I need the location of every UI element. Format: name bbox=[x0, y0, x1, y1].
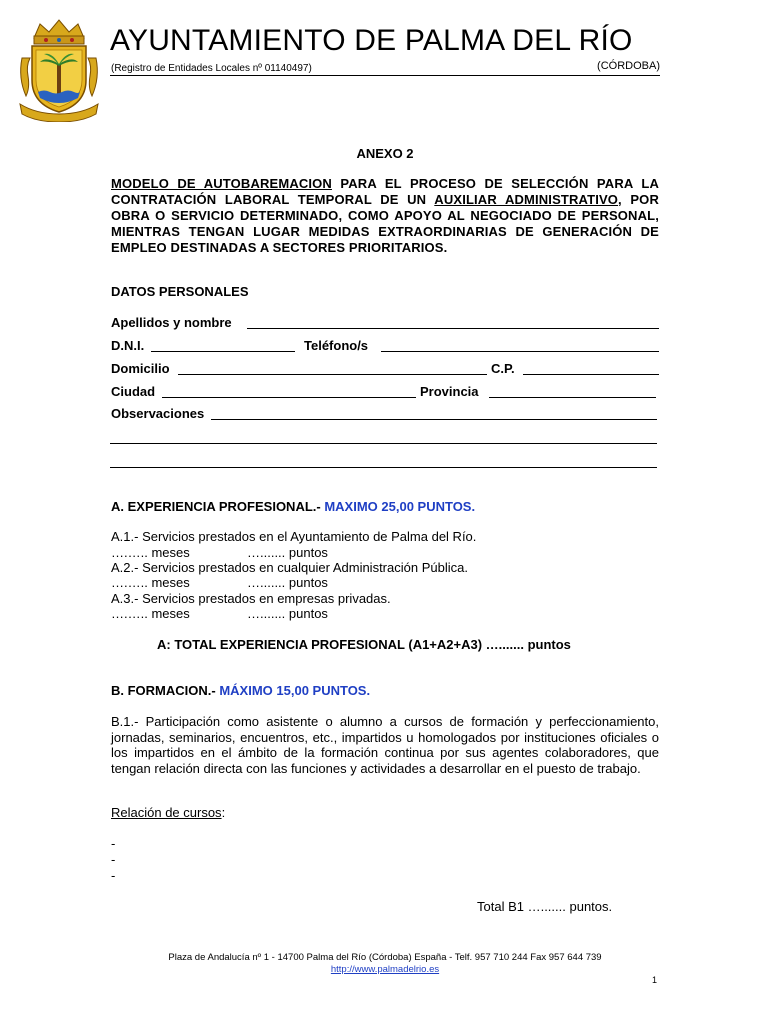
postcode-field[interactable] bbox=[523, 374, 659, 375]
a2-months: ….….. meses bbox=[111, 575, 190, 590]
province-field[interactable] bbox=[489, 397, 656, 398]
city-label: Ciudad bbox=[111, 384, 156, 399]
course-item-2: - bbox=[111, 852, 116, 867]
address-field[interactable] bbox=[178, 374, 487, 375]
coat-of-arms-icon bbox=[16, 18, 102, 122]
courses-label: Relación de cursos bbox=[111, 805, 222, 820]
training-title bbox=[111, 683, 370, 698]
a3-item: A.3.- Servicios prestados en empresas privadas. bbox=[111, 591, 391, 606]
a1-months: ….….. meses bbox=[111, 545, 190, 560]
heading-text-1: PARA EL PROCESO DE SELECCIÓN PARA LA CONTRATACIÓN LABORAL TEMPORAL DE UN bbox=[111, 176, 659, 207]
dni-label: D.N.I. bbox=[111, 338, 145, 353]
training-title-text: B. FORMACION.- bbox=[111, 683, 216, 698]
heading-text-2: , POR OBRA O SERVICIO DETERMINADO, COMO APOYO AL NEGOCIADO DE PERSONAL, MIENTRAS TENGAN LUGAR MEDIDAS EXTRAORDINARIAS DE GENERACIÓN DE EMPLEO DESTINADAS A SECTORES PRIORITARIOS. bbox=[111, 192, 659, 255]
experience-total: A: TOTAL EXPERIENCIA PROFESIONAL (A1+A2+A3) …....... puntos bbox=[157, 637, 571, 652]
registry-number: (Registro de Entidades Locales nº 01140497) bbox=[111, 63, 312, 74]
experience-max: MAXIMO 25,00 PUNTOS. bbox=[324, 499, 476, 514]
courses-colon: : bbox=[221, 805, 226, 820]
course-item-1: - bbox=[111, 836, 116, 851]
phone-field[interactable] bbox=[381, 351, 659, 352]
annex-title: ANEXO 2 bbox=[356, 146, 414, 161]
experience-title-text: A. EXPERIENCIA PROFESIONAL.- bbox=[111, 499, 321, 514]
heading-model: MODELO DE AUTOBAREMACION bbox=[111, 176, 332, 191]
dni-field[interactable] bbox=[151, 351, 295, 352]
a2-points: …....... puntos bbox=[247, 575, 328, 590]
notes-label: Observaciones bbox=[111, 406, 205, 421]
personal-data-title: DATOS PERSONALES bbox=[111, 284, 249, 299]
notes-field-line-3[interactable] bbox=[110, 467, 657, 468]
a3-points: …....... puntos bbox=[247, 606, 328, 621]
a3-months: ….….. meses bbox=[111, 606, 190, 621]
page-title: AYUNTAMIENTO DE PALMA DEL RÍO bbox=[110, 24, 633, 57]
training-max: MÁXIMO 15,00 PUNTOS. bbox=[219, 683, 371, 698]
notes-field-line-2[interactable] bbox=[110, 443, 657, 444]
city-field[interactable] bbox=[162, 397, 416, 398]
phone-label: Teléfono/s bbox=[304, 338, 369, 353]
experience-title bbox=[111, 499, 475, 514]
address-label: Domicilio bbox=[111, 361, 170, 376]
footer-website-link[interactable]: http://www.palmadelrio.es bbox=[330, 964, 440, 975]
province-field-label: Provincia bbox=[420, 384, 479, 399]
notes-field-line-1[interactable] bbox=[211, 419, 657, 420]
b1-total: Total B1 …....... puntos. bbox=[477, 899, 613, 914]
surname-label: Apellidos y nombre bbox=[111, 315, 232, 330]
courses-heading bbox=[111, 805, 225, 820]
a2-item: A.2.- Servicios prestados en cualquier Administración Pública. bbox=[111, 560, 468, 575]
surname-field[interactable] bbox=[247, 328, 659, 329]
heading-position: AUXILIAR ADMINISTRATIVO bbox=[434, 192, 619, 207]
document-heading bbox=[111, 176, 659, 256]
a1-points: …....... puntos bbox=[247, 545, 328, 560]
a1-item: A.1.- Servicios prestados en el Ayuntamiento de Palma del Río. bbox=[111, 529, 477, 544]
header-divider bbox=[110, 75, 660, 76]
b1-description: B.1.- Participación como asistente o alumno a cursos de formación y perfeccionamiento, jornadas, seminarios, encuentros, etc., impartidos u homologados por instituciones oficiales o los impartidos en el ámbito de la formación continua por sus agentes colaboradores, que tengan relación directa con las funciones y actividades a desarrollar en el puesto de trabajo. bbox=[111, 714, 659, 776]
page-number: 1 bbox=[652, 975, 658, 985]
postcode-label: C.P. bbox=[491, 361, 515, 376]
province-label: (CÓRDOBA) bbox=[597, 60, 660, 72]
footer-address: Plaza de Andalucía nº 1 - 14700 Palma del Río (Córdoba) España - Telf. 957 710 244 Fax 957 644 739 bbox=[168, 952, 602, 963]
course-item-3: - bbox=[111, 868, 116, 883]
